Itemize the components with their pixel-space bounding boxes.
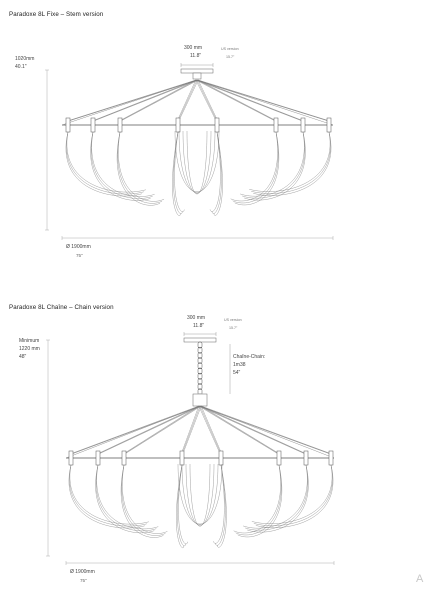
hanging-loop — [96, 465, 156, 531]
hanging-loop — [91, 132, 151, 201]
light-holder — [69, 451, 73, 465]
hanging-loop — [66, 132, 143, 194]
chain-width-mm: 300 mm — [187, 315, 206, 321]
hanging-loop — [231, 132, 278, 201]
light-holder — [122, 451, 126, 465]
hanging-loop — [251, 132, 330, 194]
chain-us-value: 15.7" — [229, 326, 238, 330]
chain-length-in: 54" — [233, 370, 241, 376]
cord-strand — [97, 406, 199, 454]
hanging-loop — [122, 465, 166, 536]
central-loop — [178, 464, 222, 524]
central-hub — [193, 394, 207, 406]
page-letter: A — [416, 573, 424, 585]
chain-title: Paradoxe 8L Chaîne – Chain version — [9, 304, 114, 311]
light-holder — [301, 118, 305, 132]
light-holder — [66, 118, 70, 132]
chain-version-drawing — [46, 332, 334, 565]
stem-diameter-mm: Ø 1900mm — [66, 244, 91, 250]
hanging-loop — [256, 465, 333, 528]
hanging-loop — [117, 132, 160, 205]
hanging-loop — [217, 465, 226, 547]
outer-cord — [66, 406, 200, 458]
light-holder — [219, 451, 223, 465]
hanging-loop — [66, 132, 142, 196]
chain-height-in: 48" — [19, 354, 27, 360]
hanging-loop — [67, 132, 146, 192]
hanging-loop — [252, 465, 332, 524]
central-loop — [187, 131, 207, 194]
hanging-loop — [253, 132, 331, 196]
light-holder — [91, 118, 95, 132]
cord-strand — [92, 80, 196, 121]
chain-width-in: 11.8" — [193, 323, 205, 329]
stem-title: Paradoxe 8L Fixe – Stem version — [9, 11, 104, 18]
light-holder — [274, 118, 278, 132]
chain-diameter-in: 75" — [80, 578, 87, 583]
cord-strand — [93, 80, 197, 121]
stem-diameter-in: 75" — [76, 253, 83, 258]
hanging-loop — [247, 465, 308, 532]
cord-strand — [119, 80, 196, 121]
stem-height-mm: 1020mm — [15, 56, 35, 62]
cord-strand — [200, 406, 306, 454]
chain-us-label: US version — [224, 318, 242, 322]
light-holder — [329, 451, 333, 465]
cord-strand — [201, 406, 280, 454]
cord-strand — [200, 406, 279, 454]
stem-version-drawing — [45, 63, 333, 240]
central-hub — [193, 73, 201, 79]
light-holder — [327, 118, 331, 132]
chain-height-label: Minimum — [19, 338, 40, 344]
stem-width-in: 11.8" — [190, 53, 202, 59]
hanging-loop — [242, 132, 305, 198]
hanging-loop — [97, 465, 159, 529]
stem-height-in: 40.1" — [15, 64, 27, 70]
cord-strand — [99, 406, 201, 454]
hanging-loop — [244, 132, 305, 200]
hanging-loop — [243, 465, 307, 528]
hanging-loop — [91, 132, 152, 199]
chain-diameter-mm: Ø 1900mm — [70, 569, 95, 575]
light-holder — [304, 451, 308, 465]
cord-strand — [197, 80, 303, 121]
light-holder — [118, 118, 122, 132]
cord-strand — [198, 80, 277, 121]
hanging-loop — [245, 465, 308, 530]
hanging-loop — [177, 465, 185, 546]
hanging-loop — [215, 465, 225, 545]
cord-strand — [178, 80, 197, 121]
light-holder — [277, 451, 281, 465]
light-holder — [176, 118, 180, 132]
chain-height-mm: 1220 mm — [19, 346, 40, 352]
hanging-loop — [240, 132, 304, 196]
hanging-loop — [173, 132, 182, 214]
cord-strand — [196, 80, 302, 121]
hanging-loop — [254, 465, 333, 526]
stem-us-value: 15.7" — [226, 55, 235, 59]
central-loop — [190, 464, 210, 526]
light-holder — [180, 451, 184, 465]
stem-us-label: US version — [221, 47, 239, 51]
stem-width-mm: 300 mm — [184, 45, 203, 51]
central-loop — [175, 131, 219, 192]
canopy-plate — [184, 338, 216, 342]
chain-length-mm: 1m38 — [233, 362, 246, 368]
light-holder — [96, 451, 100, 465]
light-holder — [215, 118, 219, 132]
canopy-plate — [181, 69, 213, 73]
chain-length-label: Chaîne-Chain: — [233, 354, 266, 360]
cord-strand — [199, 406, 305, 454]
cord-strand — [94, 80, 198, 121]
cord-strand — [200, 406, 331, 454]
hanging-loop — [234, 465, 281, 533]
hanging-loop — [249, 132, 330, 192]
